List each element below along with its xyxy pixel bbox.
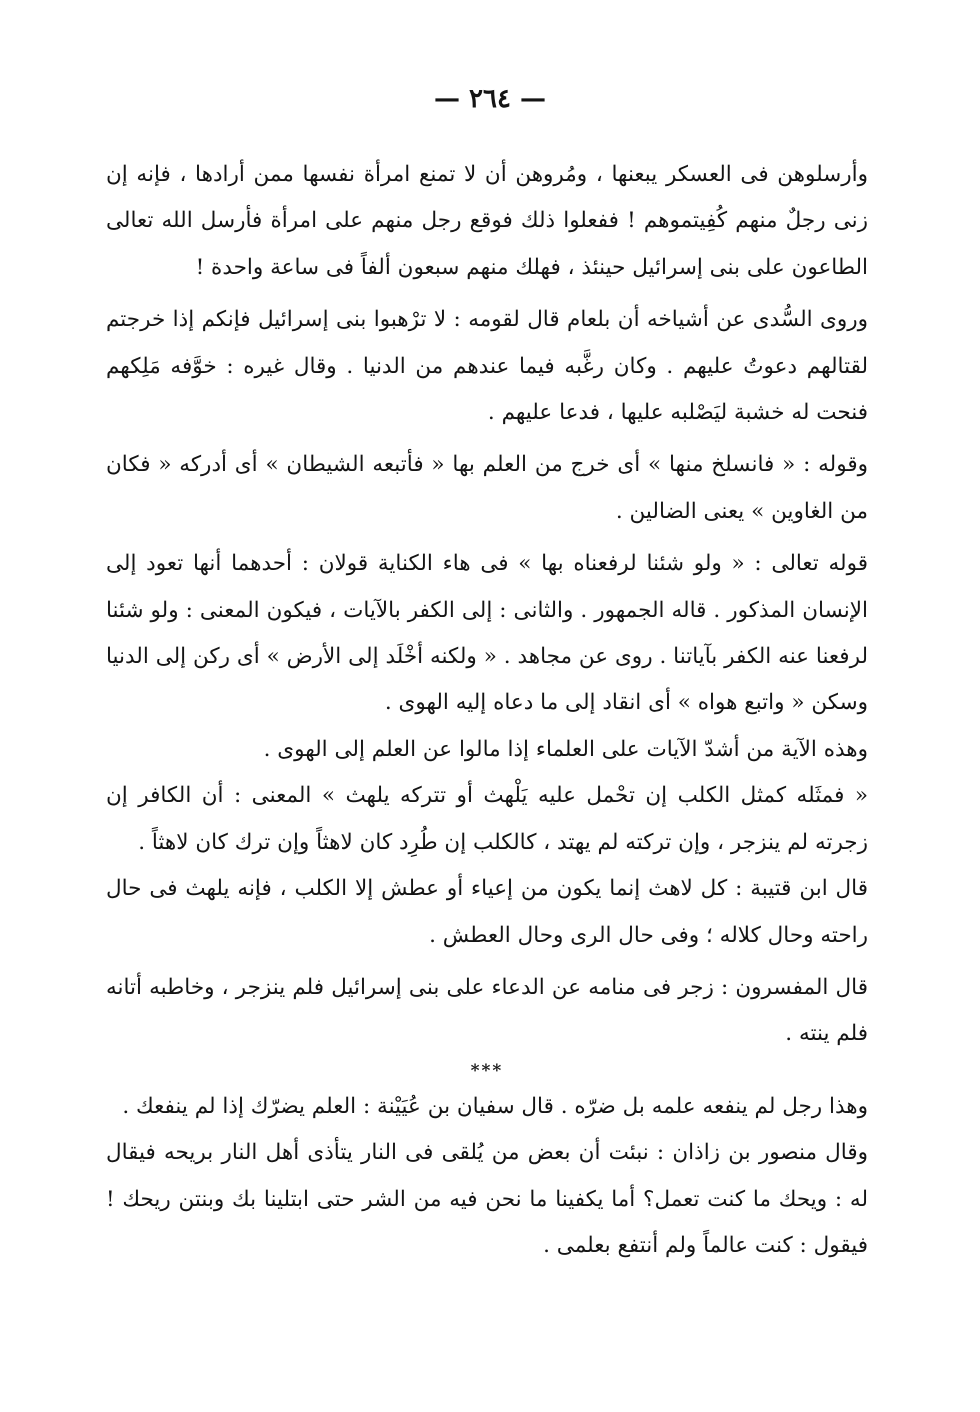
paragraph: وهذه الآية من أشدّ الآيات على العلماء إذا مالوا عن العلم إلى الهوى . — [263, 736, 868, 762]
paragraph: قال ابن قتيبة : كل لاهث إنما يكون من إعياء أو عطش إلا الكلب ، فإنه يلهث فى حال راحته وحال كلاله ؛ وفى حال الرى وحال العطش . — [106, 876, 868, 948]
section-separator: *** — [470, 1060, 504, 1081]
paragraph: وقوله : « فانسلخ منها » أى خرج من العلم بها « فأتبعه الشيطان » أى أدركه « فكان من الغاوين » يعنى الضالين . — [106, 452, 868, 524]
paragraph: قال المفسرون : زجر فى منامه عن الدعاء على بنى إسرائيل فلم ينزجر ، وخاطبه أتانه فلم ينته . — [106, 974, 868, 1047]
paragraph: وأرسلوهن فى العسكر يبعنها ، ومُروهن أن لا تمنع امرأة نفسها ممن أرادها ، فإنه إن زنى رجلٌ منهم كُفِيتموهم ! ففعلوا ذلك فوقع رجل منهم على امرأة فأرسل الله تعالى الطاعون على بنى إسرائيل حينئذ ، فهلك منهم سبعون ألفاً فى ساعة واحدة ! — [106, 162, 868, 280]
paragraph: قوله تعالى : « ولو شئنا لرفعناه بها » فى هاء الكناية قولان : أحدهما أنها تعود إلى الإنسان المذكور . قاله الجمهور . والثانى : إلى الكفر بالآيات ، فيكون المعنى : ولو شئنا لرفعنا عنه الكفر بآياتنا . روى عن مجاهد . « ولكنه أخْلَد إلى الأرض » أى ركن إلى الدنيا وسكن « واتبع هواه » أى انقاد إلى ما دعاه إليه الهوى . — [106, 551, 868, 716]
paragraph: « فمثَله كمثل الكلب إن تحْمل عليه يَلْهث أو تتركه يلهث » المعنى : أن الكافر إن زجرته لم ينزجر ، وإن تركته لم يهتد ، كالكلب إن طُرِد كان لاهثاً وإن ترك كان لاهثاً . — [106, 783, 868, 855]
paragraph: وهذا رجل لم ينفعه علمه بل ضرّه . قال سفيان بن عُيَيْنة : العلم يضرّك إذا لم ينفعك . — [122, 1093, 868, 1119]
paragraph: وروى السُّدى عن أشياخه أن بلعام قال لقومه : لا ترْهبوا بنى إسرائيل فإنكم إذا خرجتم لقتالهم دعوتُ عليهم . وكان رغَّبه فيما عندهم من الدنيا . وقال غيره : خوَّفه مَلِكهم فنحت له خشبة ليَصْلبه عليها ، فدعا عليهم . — [106, 307, 868, 426]
paragraph: وقال منصور بن زاذان : نبئت أن بعض من يُلقى فى النار يتأذى أهل النار بريحه فيقال له : ويحك ما كنت تعمل؟ أما يكفينا ما نحن فيه من الشر حتى ابتلينا بك وبنتن ريحك ! فيقول : كنت عالماً ولم أنتفع بعلمى . — [106, 1140, 868, 1258]
page-number: — ٢٦٤ — — [433, 84, 547, 114]
body-text — [106, 152, 868, 1269]
